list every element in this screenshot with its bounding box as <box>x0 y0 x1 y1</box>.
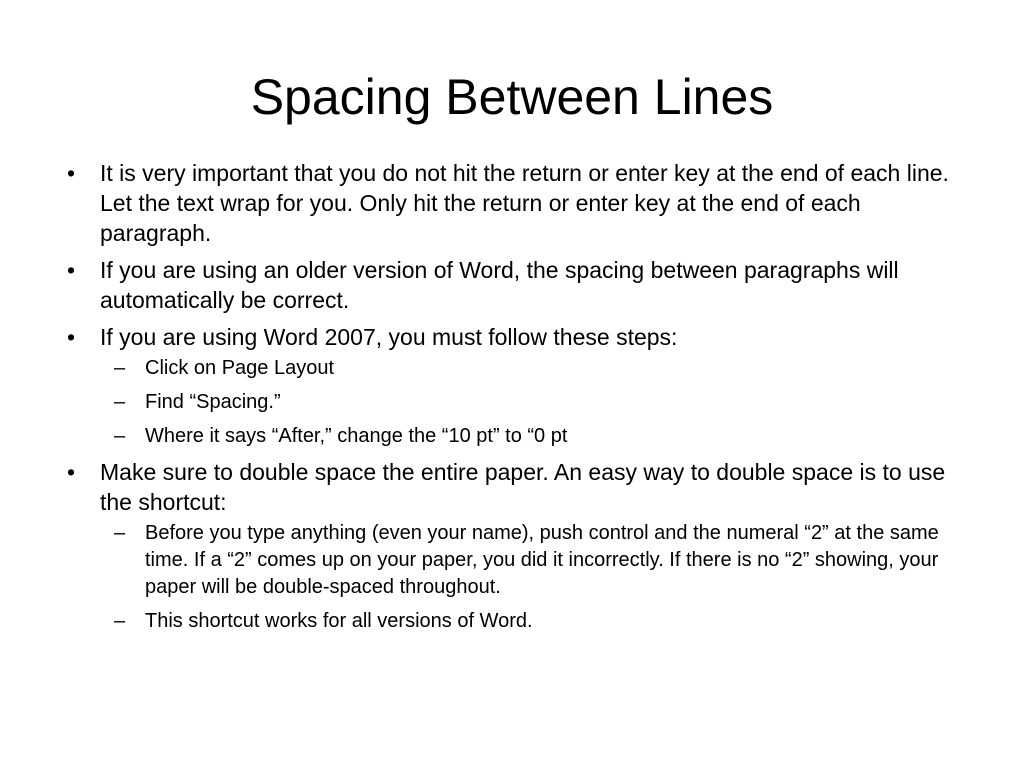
sub-item-text: This shortcut works for all versions of Word. <box>145 610 533 632</box>
sub-list <box>100 355 960 450</box>
sub-item <box>100 608 960 635</box>
bullet-item <box>60 158 960 248</box>
dash-icon: – <box>114 522 126 544</box>
dash-icon: – <box>114 357 126 379</box>
dash-icon: – <box>114 610 126 632</box>
bullet-text: If you are using Word 2007, you must follow these steps: <box>100 324 678 350</box>
dash-icon: – <box>114 425 126 447</box>
bullet-text: Make sure to double space the entire paper. An easy way to double space is to use the shortcut: <box>100 459 946 515</box>
bullet-icon: • <box>66 257 76 283</box>
bullet-item <box>60 322 960 450</box>
bullet-icon: • <box>66 459 76 485</box>
dash-icon: – <box>114 391 126 413</box>
sub-item-text: Before you type anything (even your name), push control and the numeral “2” at the same time. If a “2” comes up on your paper, you did it incorrectly. If there is no “2” showing, your paper will be double-spaced throughout. <box>145 522 939 598</box>
sub-item <box>100 423 960 450</box>
sub-item <box>100 520 960 601</box>
bullet-icon: • <box>66 160 76 186</box>
bullet-item <box>60 457 960 635</box>
bullet-text: If you are using an older version of Word, the spacing between paragraphs will automatically be correct. <box>100 257 899 313</box>
sub-item <box>100 355 960 382</box>
sub-item-text: Find “Spacing.” <box>145 391 281 413</box>
slide-title: Spacing Between Lines <box>250 69 774 125</box>
sub-item-text: Click on Page Layout <box>145 357 335 379</box>
bullet-text: It is very important that you do not hit the return or enter key at the end of each line. Let the text wrap for you. Only hit the return or enter key at the end of each paragraph. <box>100 160 949 246</box>
bullet-list <box>60 158 960 642</box>
bullet-item <box>60 255 960 315</box>
bullet-icon: • <box>66 324 76 350</box>
sub-list <box>100 520 960 635</box>
sub-item <box>100 389 960 416</box>
sub-item-text: Where it says “After,” change the “10 pt” to “0 pt <box>145 425 568 447</box>
